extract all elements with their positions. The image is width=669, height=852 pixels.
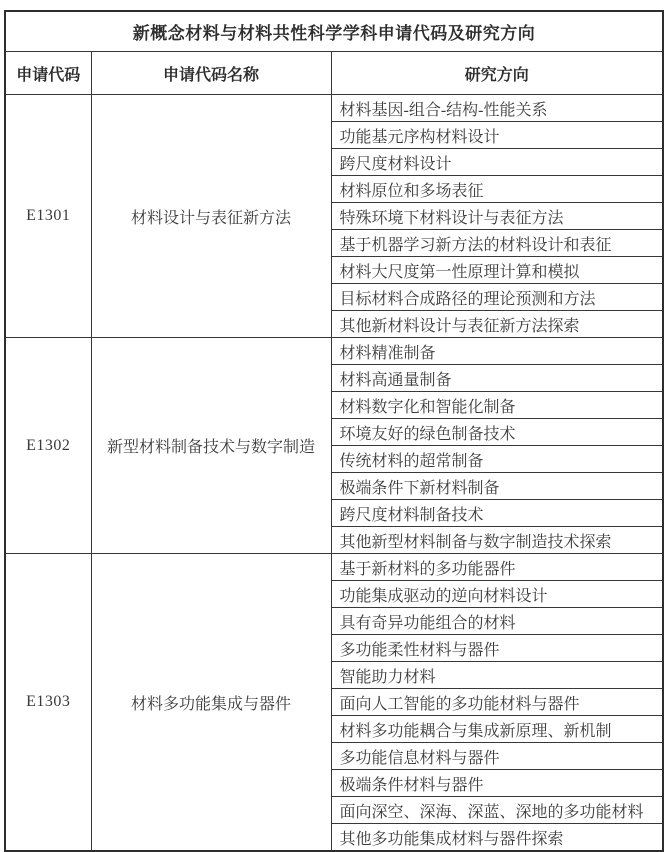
table-body — [5, 95, 663, 852]
research-direction-cell: 材料高通量制备 — [331, 365, 663, 392]
research-direction-cell: 极端条件下新材料制备 — [331, 473, 663, 500]
table-row — [5, 95, 663, 122]
research-direction-cell: 基于机器学习新方法的材料设计和表征 — [331, 230, 663, 257]
research-direction-cell: 智能助力材料 — [331, 662, 663, 689]
application-code-cell: E1303 — [5, 554, 91, 852]
research-direction-cell: 传统材料的超常制备 — [331, 446, 663, 473]
application-code-cell: E1301 — [5, 95, 91, 338]
code-name-cell: 新型材料制备技术与数字制造 — [91, 338, 331, 554]
research-direction-cell: 面向深空、深海、深蓝、深地的多功能材料 — [331, 797, 663, 824]
research-direction-cell: 其他新型材料制备与数字制造技术探索 — [331, 527, 663, 554]
research-direction-cell: 功能集成驱动的逆向材料设计 — [331, 581, 663, 608]
research-direction-cell: 材料基因-组合-结构-性能关系 — [331, 95, 663, 122]
column-header-code-name: 申请代码名称 — [91, 52, 331, 95]
application-code-cell: E1302 — [5, 338, 91, 554]
research-direction-cell: 材料多功能耦合与集成新原理、新机制 — [331, 716, 663, 743]
research-direction-cell: 材料数字化和智能化制备 — [331, 392, 663, 419]
research-direction-cell: 环境友好的绿色制备技术 — [331, 419, 663, 446]
table-title-row — [5, 11, 663, 52]
research-direction-cell: 材料原位和多场表征 — [331, 176, 663, 203]
research-direction-cell: 多功能信息材料与器件 — [331, 743, 663, 770]
research-direction-cell: 目标材料合成路径的理论预测和方法 — [331, 284, 663, 311]
research-direction-cell: 其他多功能集成材料与器件探索 — [331, 824, 663, 852]
research-direction-cell: 极端条件材料与器件 — [331, 770, 663, 797]
table-title: 新概念材料与材料共性科学学科申请代码及研究方向 — [5, 11, 663, 52]
research-direction-cell: 其他新材料设计与表征新方法探索 — [331, 311, 663, 338]
table-header-row — [5, 52, 663, 95]
research-direction-cell: 功能基元序构材料设计 — [331, 122, 663, 149]
table-row — [5, 554, 663, 581]
code-name-cell: 材料多功能集成与器件 — [91, 554, 331, 852]
research-direction-cell: 跨尺度材料制备技术 — [331, 500, 663, 527]
research-direction-cell: 特殊环境下材料设计与表征方法 — [331, 203, 663, 230]
research-direction-cell: 跨尺度材料设计 — [331, 149, 663, 176]
application-code-table — [4, 10, 664, 852]
column-header-research-direction: 研究方向 — [331, 52, 663, 95]
research-direction-cell: 面向人工智能的多功能材料与器件 — [331, 689, 663, 716]
research-direction-cell: 基于新材料的多功能器件 — [331, 554, 663, 581]
research-direction-cell: 材料精准制备 — [331, 338, 663, 365]
table-row — [5, 338, 663, 365]
column-header-application-code: 申请代码 — [5, 52, 91, 95]
research-direction-cell: 具有奇异功能组合的材料 — [331, 608, 663, 635]
research-direction-cell: 多功能柔性材料与器件 — [331, 635, 663, 662]
research-direction-cell: 材料大尺度第一性原理计算和模拟 — [331, 257, 663, 284]
code-name-cell: 材料设计与表征新方法 — [91, 95, 331, 338]
